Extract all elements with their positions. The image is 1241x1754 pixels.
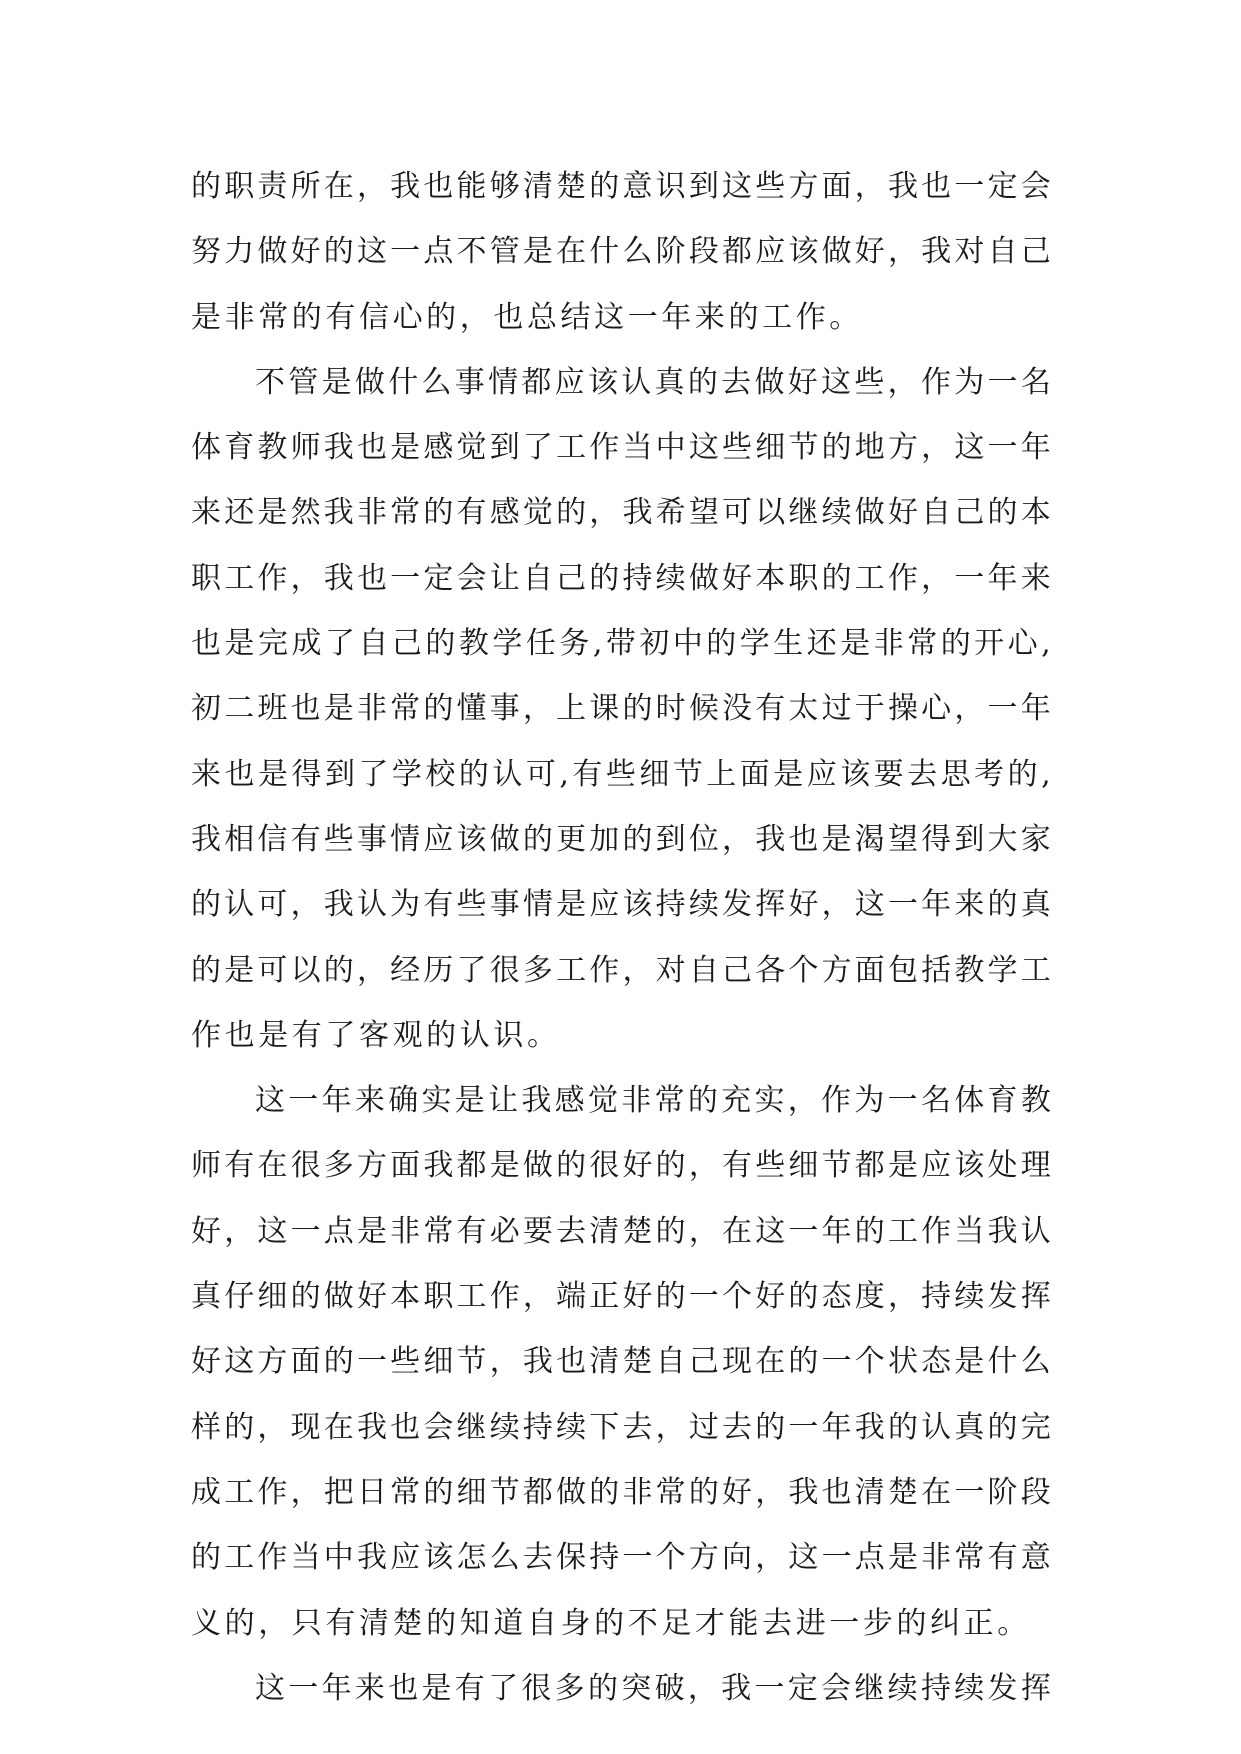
text-line-content: 师 有 在 很 多 方 面 我 都 是 做 的 很 好 的 ， 有 些 细 节 都 是 应 该 处 理 — [191, 1148, 1051, 1184]
text-line-content: 好 这 方 面 的 一 些 细 节 ， 我 也 清 楚 自 己 现 在 的 一 个 状 态 是 什 么 — [191, 1344, 1051, 1380]
text-line — [191, 480, 1051, 545]
text-line — [191, 285, 1051, 350]
text-line-content: 来 也 是 得 到 了 学 校 的 认 可 , 有 些 细 节 上 面 是 应 该 要 去 思 考 的 , — [191, 756, 1051, 792]
text-line-content: 努 力 做 好 的 这 一 点 不 管 是 在 什 么 阶 段 都 应 该 做 好 ， 我 对 自 己 — [191, 234, 1051, 270]
text-line — [191, 1329, 1051, 1394]
text-line-content: 样 的 ， 现 在 我 也 会 继 续 持 续 下 去 ， 过 去 的 一 年 我 的 认 真 的 完 — [191, 1409, 1051, 1445]
text-line-content: 真 仔 细 的 做 好 本 职 工 作 ， 端 正 好 的 一 个 好 的 态 度 ， 持 续 发 挥 — [191, 1279, 1051, 1315]
text-line — [191, 676, 1051, 741]
text-line-content: 不 管 是 做 什 么 事 情 都 应 该 认 真 的 去 做 好 这 些 ， 作 为 一 名 — [255, 364, 1051, 400]
text-line — [191, 154, 1051, 219]
text-line — [191, 938, 1051, 1003]
text-line — [191, 219, 1051, 284]
text-line-content: 也 是 完 成 了 自 己 的 教 学 任 务 , 带 初 中 的 学 生 还 是 非 常 的 开 心 , — [191, 626, 1051, 662]
text-line — [191, 1656, 1051, 1721]
text-line-content: 初 二 班 也 是 非 常 的 懂 事 ， 上 课 的 时 候 没 有 太 过 于 操 心 ， 一 年 — [191, 691, 1051, 727]
text-line — [191, 546, 1051, 611]
text-line-content: 这 一 年 来 也 是 有 了 很 多 的 突 破 ， 我 一 定 会 继 续 持 续 发 挥 — [255, 1670, 1051, 1706]
text-line — [191, 611, 1051, 676]
text-line — [191, 1003, 1051, 1068]
text-line-content: 是 非 常 的 有 信 心 的 ， 也 总 结 这 一 年 来 的 工 作 。 — [191, 299, 860, 335]
text-line — [191, 1199, 1051, 1264]
text-line-content: 来 还 是 然 我 非 常 的 有 感 觉 的 ， 我 希 望 可 以 继 续 做 好 自 己 的 本 — [191, 495, 1051, 531]
text-line — [191, 1395, 1051, 1460]
text-line-content: 的 认 可 ， 我 认 为 有 些 事 情 是 应 该 持 续 发 挥 好 ， 这 一 年 来 的 真 — [191, 887, 1051, 923]
text-line — [191, 1591, 1051, 1656]
text-line-content: 义 的 ， 只 有 清 楚 的 知 道 自 身 的 不 足 才 能 去 进 一 步 的 纠 正 。 — [191, 1605, 1028, 1641]
text-line — [191, 415, 1051, 480]
text-line — [191, 1068, 1051, 1133]
text-line — [191, 1460, 1051, 1525]
text-line — [191, 807, 1051, 872]
text-line-content: 职 工 作 ， 我 也 一 定 会 让 自 己 的 持 续 做 好 本 职 的 工 作 ， 一 年 来 — [191, 560, 1051, 596]
text-line-content: 作 也 是 有 了 客 观 的 认 识 。 — [191, 1017, 557, 1053]
text-line-content: 体 育 教 师 我 也 是 感 觉 到 了 工 作 当 中 这 些 细 节 的 地 方 ， 这 一 年 — [191, 430, 1051, 466]
text-line-content: 的 职 责 所 在 ， 我 也 能 够 清 楚 的 意 识 到 这 些 方 面 ， 我 也 一 定 会 — [191, 169, 1051, 204]
text-line-content: 成 工 作 ， 把 日 常 的 细 节 都 做 的 非 常 的 好 ， 我 也 清 楚 在 一 阶 段 — [191, 1474, 1051, 1510]
text-line — [191, 1525, 1051, 1590]
document-body — [191, 154, 1051, 1721]
text-line-content: 这 一 年 来 确 实 是 让 我 感 觉 非 常 的 充 实 ， 作 为 一 名 体 育 教 — [255, 1083, 1051, 1119]
text-line-content: 好 ， 这 一 点 是 非 常 有 必 要 去 清 楚 的 ， 在 这 一 年 的 工 作 当 我 认 — [191, 1213, 1051, 1249]
text-line — [191, 872, 1051, 937]
text-line — [191, 1133, 1051, 1198]
text-line — [191, 1264, 1051, 1329]
text-line-content: 的 是 可 以 的 ， 经 历 了 很 多 工 作 ， 对 自 己 各 个 方 面 包 括 教 学 工 — [191, 952, 1051, 988]
text-line — [191, 350, 1051, 415]
text-line — [191, 742, 1051, 807]
text-line-content: 的 工 作 当 中 我 应 该 怎 么 去 保 持 一 个 方 向 ， 这 一 点 是 非 常 有 意 — [191, 1540, 1051, 1576]
text-line-content: 我 相 信 有 些 事 情 应 该 做 的 更 加 的 到 位 ， 我 也 是 渴 望 得 到 大 家 — [191, 821, 1051, 857]
